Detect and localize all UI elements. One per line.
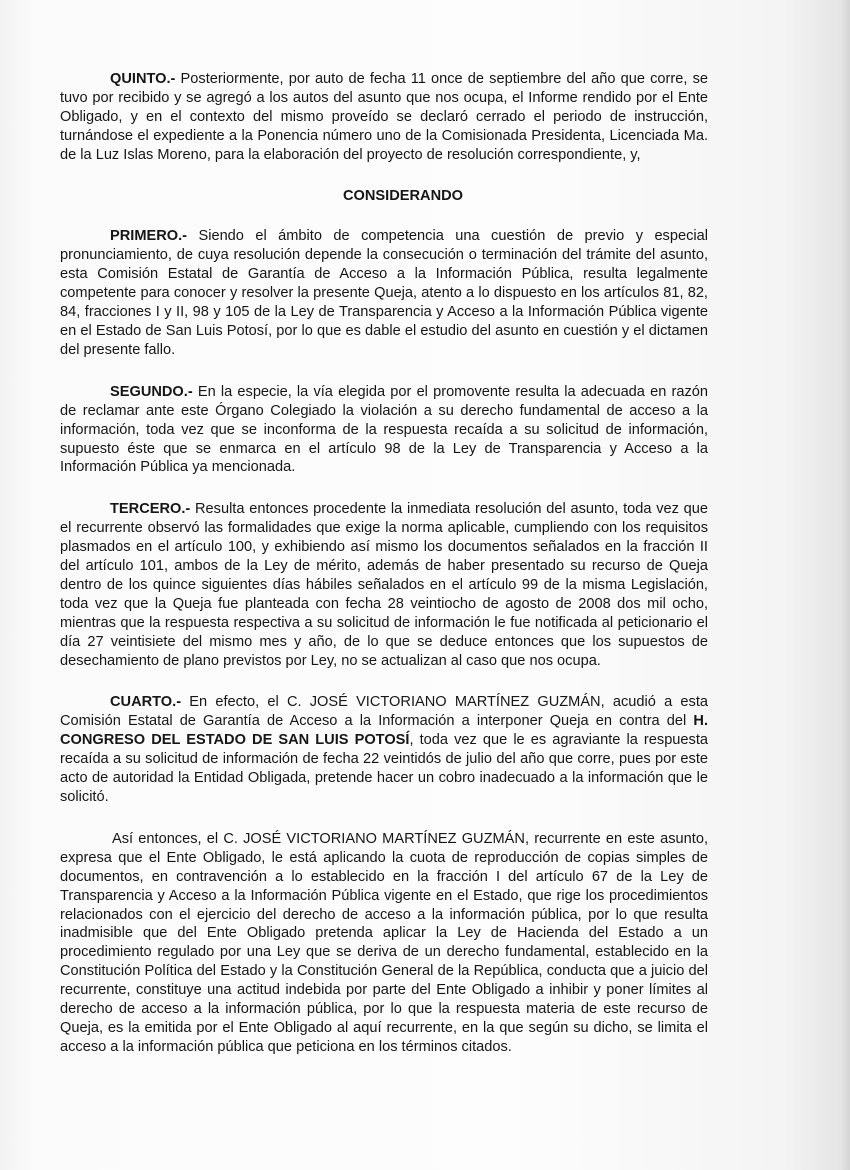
paragraph-text: Siendo el ámbito de competencia una cuestión de previo y especial pronunciamiento, de cuya resolución depende la consecución o terminación del trámite del asunto, esta Comisión Estatal de Garantía de Acceso a la Información Pública, resulta legalmente competente para conocer y resolver la presente Queja, atento a lo dispuesto en los artículos 81, 82, 84, fracciones I y II, 98 y 105 de la Ley de Transparencia y Acceso a la Información Pública vigente en el Estado de San Luis Potosí, por lo que es dable el estudio del asunto en cuestión y el dictamen del presente fallo.: [60, 228, 708, 358]
paragraph-lead: QUINTO.-: [110, 71, 176, 87]
paragraph-tercero: [60, 500, 708, 670]
paragraph-lead: SEGUNDO.-: [110, 383, 193, 400]
paragraph-segundo: [60, 383, 708, 478]
paragraph-text: Así entonces, el C. JOSÉ VICTORIANO MARTÍNEZ GUZMÁN, recurrente en este asunto, expresa que el Ente Obligado, le está aplicando la cuota de reproducción de copias simples de documentos, en contravención a lo establecido en la fracción I del artículo 67 de la Ley de Transparencia y Acceso a la Información Pública vigente en el Estado, que rige los procedimientos relacionados con el ejercicio del derecho de acceso a la información pública, por lo que resulta inadmisible que del Ente Obligado pretenda aplicar la Ley de Hacienda del Estado a un procedimiento regulado por una Ley que se deriva de un derecho fundamental, establecido en la Constitución Política del Estado y la Constitución General de la República, conducta que a juicio del recurrente, constituye una actitud indebida por parte del Ente Obligado a inhibir y poner límites al derecho de acceso a la información pública, por lo que la respuesta materia de este recurso de Queja, es la emitida por el Ente Obligado al aquí recurrente, en la que según su dicho, se limita el acceso a la información pública que peticiona en los términos citados.: [60, 830, 708, 1055]
paragraph-lead: TERCERO.-: [110, 501, 191, 518]
document-page: [60, 70, 708, 1057]
paragraph-text: , toda vez que le es agraviante la respuesta recaída a su solicitud de información de fecha 22 veintidós de julio del año que corre, pues por este acto de autoridad la Entidad Obligada, pretende hacer un cobro inadecuado a la información que le solicitó.: [60, 732, 709, 805]
paragraph-primero: [60, 227, 708, 359]
paragraph-text: Posteriormente, por auto de fecha 11 once de septiembre del año que corre, se tuvo por recibido y se agregó a los autos del asunto que nos ocupa, el Informe rendido por el Ente Obligado, y en el contexto del mismo proveído se declaró cerrado el periodo de instrucción, turnándose el expediente a la Ponencia número uno de la Comisionada Presidenta, Licenciada Ma. de la Luz Islas Moreno, para la elaboración del proyecto de resolución correspondiente, y,: [60, 71, 708, 163]
scan-edge-shadow: [840, 0, 850, 1170]
paragraph-cuarto: [60, 693, 708, 806]
paragraph-lead: CUARTO.-: [110, 694, 182, 711]
paragraph-lead: PRIMERO.-: [110, 228, 188, 245]
paragraph-asi-entonces: [60, 830, 708, 1057]
paragraph-text: Resulta entonces procedente la inmediata resolución del asunto, toda vez que el recurrente observó las formalidades que exige la norma aplicable, cumpliendo con los requisitos plasmados en el artículo 100, y exhibiendo así mismo los documentos señalados en la fracción II del artículo 101, ambos de la Ley de mérito, además de haber presentado su recurso de Queja dentro de los quince siguientes días hábiles señalados en el artículo 99 de la misma Legislación, toda vez que la Queja fue planteada con fecha 28 veintiocho de agosto de 2008 dos mil ocho, mientras que la respuesta respectiva a su solicitud de información le fue notificada al peticionario el día 27 veintisiete del mismo mes y año, de lo que se deduce entonces que los supuestos de desechamiento de plano previstos por Ley, no se actualizan al caso que nos ocupa.: [60, 501, 708, 669]
paragraph-text: En la especie, la vía elegida por el promovente resulta la adecuada en razón de reclamar ante este Órgano Colegiado la violación a su derecho fundamental de acceso a la información, toda vez que se inconforma de la respuesta recaída a su solicitud de información, supuesto éste que se enmarca en el artículo 98 de la Ley de Transparencia y Acceso a la Información Pública ya mencionada.: [60, 383, 708, 476]
paragraph-quinto: [60, 70, 708, 165]
congress-name: H. CONGRESO DEL ESTADO DE SAN LUIS POTOSÍ: [60, 713, 708, 749]
section-heading: CONSIDERANDO: [343, 187, 463, 204]
paragraph-text: En efecto, el C. JOSÉ VICTORIANO MARTÍNEZ GUZMÁN, acudió a esta Comisión Estatal de Garantía de Acceso a la Información a interponer Queja en contra del: [60, 694, 708, 730]
